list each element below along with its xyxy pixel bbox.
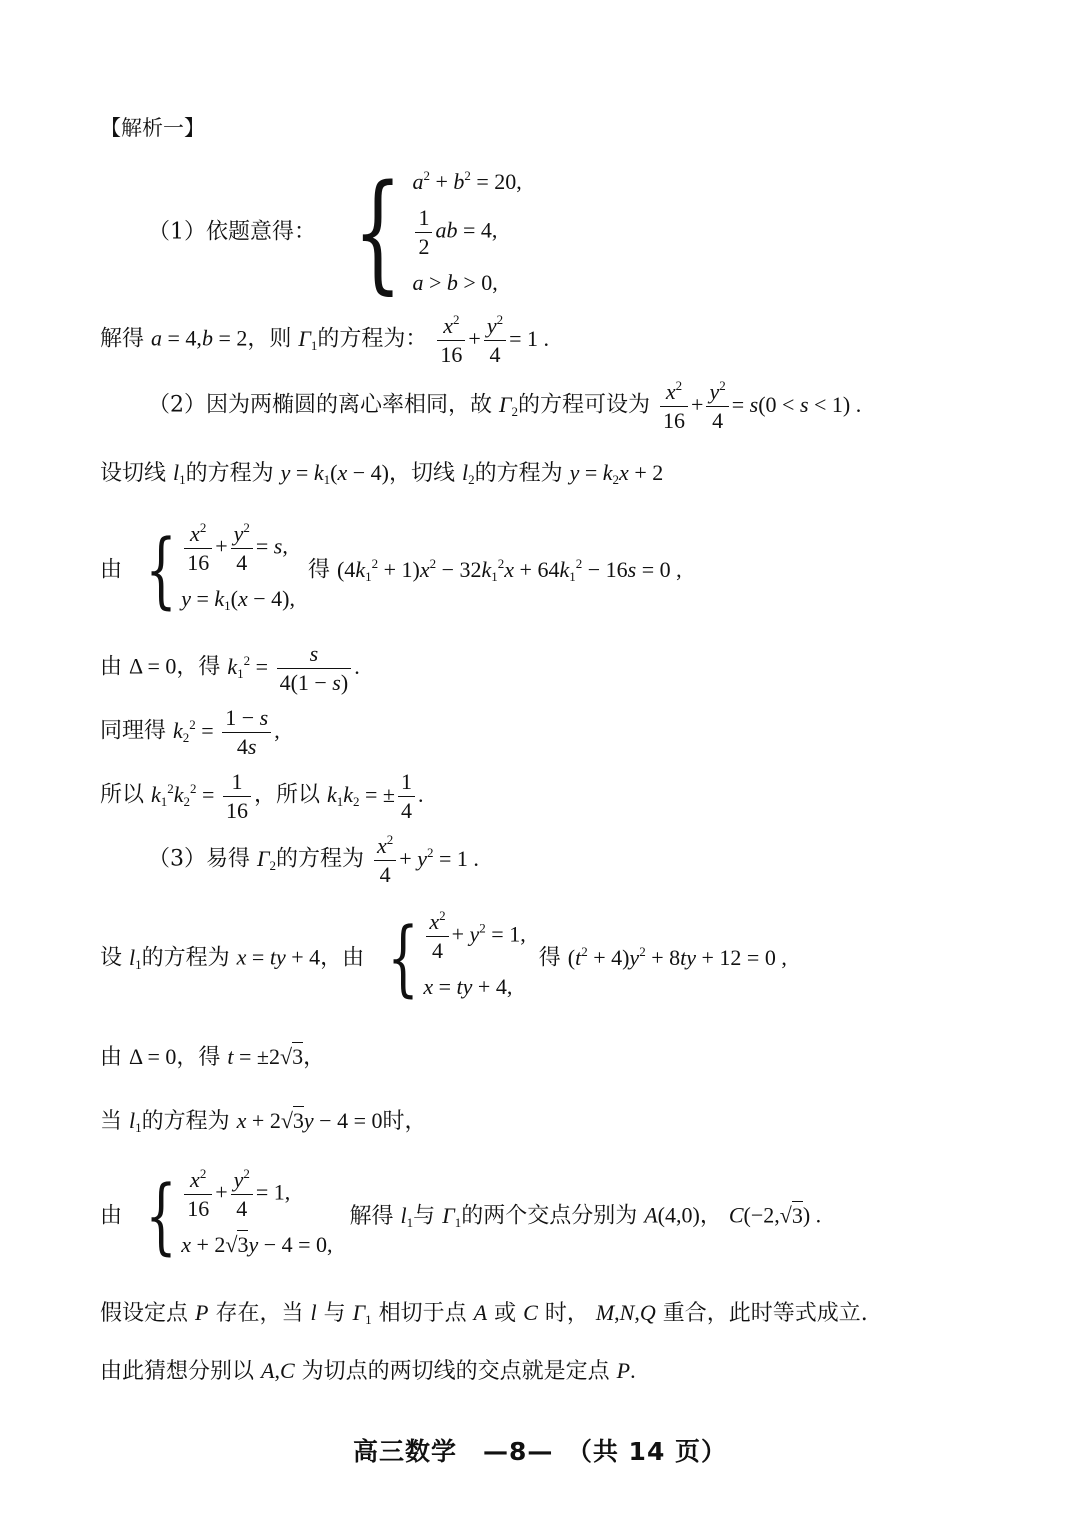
part3-guess-line: 由此猜想分别以 A,C 为切点的两切线的交点就是定点 P. xyxy=(100,1358,636,1384)
equation: $\frac{x^2}{4}$ + $y^2 = 1$, xyxy=(423,908,525,965)
equation: a > b > 0, xyxy=(412,270,498,295)
equation: x + 2√3y − 4 = 0, xyxy=(181,1232,333,1257)
part3-intersection-system xyxy=(135,1166,333,1267)
part3-intersection-line: 由 { $\frac{x^2}{16}$ + $\frac{y^2}{4}$ = 1, x + 2√3y − 4 = 0, 解得 $l_1$与 $\Gamma_1$的两个交点分别为 A(4,0)， C(−2,√3) . xyxy=(100,1166,821,1267)
left-brace: { xyxy=(387,910,419,1006)
part3-intro-line: （3）易得 $\Gamma_2$的方程为 $\frac{x^2}{4}$ + $y^2 = 1$ . xyxy=(148,832,479,887)
equation: $\frac{1}{2}$ ab = 4, xyxy=(412,204,521,261)
part1-result-line: 解得 a = 4,b = 2，则 $\Gamma_1$的方程为： $\frac{x^2}{16}$ + $\frac{y^2}{4}$ = 1 . xyxy=(100,312,550,367)
part3-equation-system xyxy=(377,908,526,1009)
part3-delta-line: 由 Δ = 0，得 t = ±2√3， xyxy=(100,1044,326,1070)
part3-when-line: 当 $l_1$的方程为 x + 2√3y − 4 = 0时， xyxy=(100,1108,427,1135)
equation: x = ty + 4, xyxy=(423,974,513,999)
equation: $a^2 + b^2 = 20$, xyxy=(412,168,522,194)
part2-delta-line: 由 Δ = 0，得 $k_1^2$ = $\frac{s}{4(1 - s)}$ . xyxy=(100,641,360,695)
solution-header: 【解析一】 xyxy=(100,116,205,140)
part1-system-line: （1）依题意得： { $a^2 + b^2 = 20$, $\frac{1}{2}$ ab = 4, a > b > 0, xyxy=(148,157,522,307)
part2-system-line: 由 { $\frac{x^2}{16}$ + $\frac{y^2}{4}$ = s, $y = k_1(x - 4)$, 得 $(4k_1^2 + 1)x^2 - 32k_1^2x + 64k_1^2 - 16s = 0$ , xyxy=(100,520,682,621)
part1-equation-system xyxy=(337,157,522,307)
part2-product-line: 所以 $k_1^2k_2^2$ = $\frac{1}{16}$ ，所以 $k_1k_2$ = ± $\frac{1}{4}$ . xyxy=(100,769,424,823)
left-brace: { xyxy=(145,522,177,618)
left-brace: { xyxy=(353,157,403,307)
part2-equation-system xyxy=(135,520,295,621)
page-footer: 高三数学 —8— （共 14 页） xyxy=(352,1437,728,1466)
part3-system-line: 设 $l_1$的方程为 x = ty + 4，由 { $\frac{x^2}{4}$ + $y^2 = 1$, x = ty + 4, 得 $(t^2 + 4)y^2 + 8ty + 12 = 0$ , xyxy=(100,908,787,1009)
part3-assume-line: 假设定点 P 存在，当 l 与 $\Gamma_1$ 相切于点 A 或 C 时， M,N,Q 重合，此时等式成立. xyxy=(100,1300,868,1327)
part2-similar-line: 同理得 $k_2^2$ = $\frac{1 - s}{4s}$ , xyxy=(100,705,280,759)
part2-intro-line: （2）因为两椭圆的离心率相同，故 $\Gamma_2$的方程可设为 $\frac{x^2}{16}$ + $\frac{y^2}{4}$ = s(0 < s < 1) . xyxy=(148,378,862,433)
left-brace: { xyxy=(145,1168,177,1264)
equation: $y = k_1(x - 4)$, xyxy=(181,586,295,613)
equation: $\frac{x^2}{16}$ + $\frac{y^2}{4}$ = 1, xyxy=(181,1166,332,1223)
equation: $\frac{x^2}{16}$ + $\frac{y^2}{4}$ = s, xyxy=(181,520,295,577)
part2-tangent-line: 设切线 $l_1$的方程为 $y = k_1(x - 4)$，切线 $l_2$的方程为 $y = k_2x + 2$ xyxy=(100,460,664,487)
